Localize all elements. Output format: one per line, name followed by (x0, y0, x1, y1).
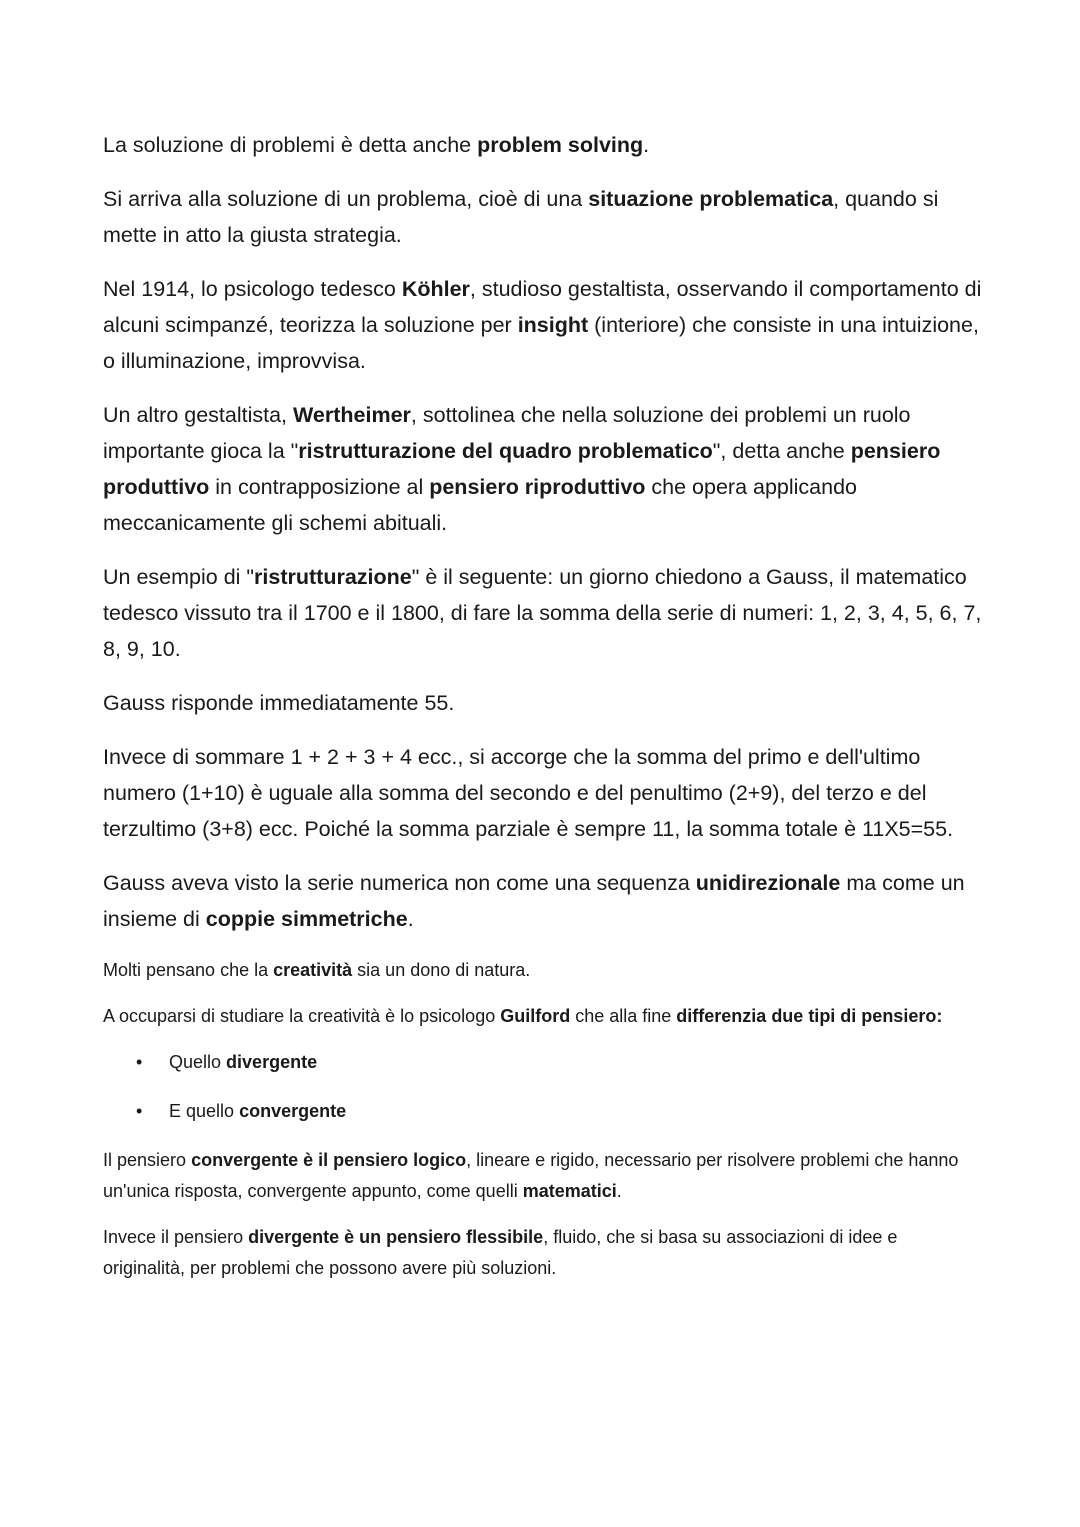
bullet-icon: • (136, 1052, 143, 1072)
section-creativity (103, 955, 983, 1284)
paragraph-convergent: Il pensiero convergente è il pensiero logico, lineare e rigido, necessario per risolvere problemi che hanno un'unica risposta, convergente appunto, come quelli matematici. (103, 1150, 959, 1201)
paragraph-gauss-conclusion: Gauss aveva visto la serie numerica non come una sequenza unidirezionale ma come un insieme di coppie simmetriche. (103, 871, 965, 931)
document-page (103, 127, 983, 1299)
paragraph-kohler: Nel 1914, lo psicologo tedesco Köhler, studioso gestaltista, osservando il comportamento di alcuni scimpanzé, teorizza la soluzione per insight (interiore) che consiste in una intuizione, o illuminazione, improvvisa. (103, 277, 982, 373)
paragraph-gauss-answer: Gauss risponde immediatamente 55. (103, 691, 455, 715)
paragraph-divergent: Invece il pensiero divergente è un pensiero flessibile, fluido, che si basa su associazioni di idee e originalità, per problemi che possono avere più soluzioni. (103, 1227, 898, 1278)
paragraph-gauss-example: Un esempio di "ristrutturazione" è il seguente: un giorno chiedono a Gauss, il matematico tedesco vissuto tra il 1700 e il 1800, di fare la somma della serie di numeri: 1, 2, 3, 4, 5, 6, 7, 8, 9, 10. (103, 565, 982, 661)
bullet-icon: • (136, 1101, 143, 1121)
section-problem-solving (103, 127, 983, 937)
paragraph-gauss-explanation: Invece di sommare 1 + 2 + 3 + 4 ecc., si accorge che la somma del primo e dell'ultimo numero (1+10) è uguale alla somma del secondo e del penultimo (2+9), del terzo e del terzultimo (3+8) ecc. Poiché la somma parziale è sempre 11, la somma totale è 11X5=55. (103, 745, 954, 841)
thinking-types-list (103, 1047, 983, 1127)
paragraph-problem-solving: La soluzione di problemi è detta anche problem solving. (103, 133, 650, 157)
paragraph-situazione-problematica: Si arriva alla soluzione di un problema, cioè di una situazione problematica, quando si mette in atto la giusta strategia. (103, 187, 939, 247)
paragraph-guilford: A occuparsi di studiare la creatività è lo psicologo Guilford che alla fine differenzia due tipi di pensiero: (103, 1006, 943, 1026)
paragraph-wertheimer: Un altro gestaltista, Wertheimer, sottolinea che nella soluzione dei problemi un ruolo importante gioca la "ristrutturazione del quadro problematico", detta anche pensiero produttivo in contrapposizione al pensiero riproduttivo che opera applicando meccanicamente gli schemi abituali. (103, 403, 941, 535)
paragraph-creativity: Molti pensano che la creatività sia un dono di natura. (103, 960, 531, 980)
list-item: • Quello divergente (103, 1047, 983, 1078)
list-item: • E quello convergente (103, 1096, 983, 1127)
